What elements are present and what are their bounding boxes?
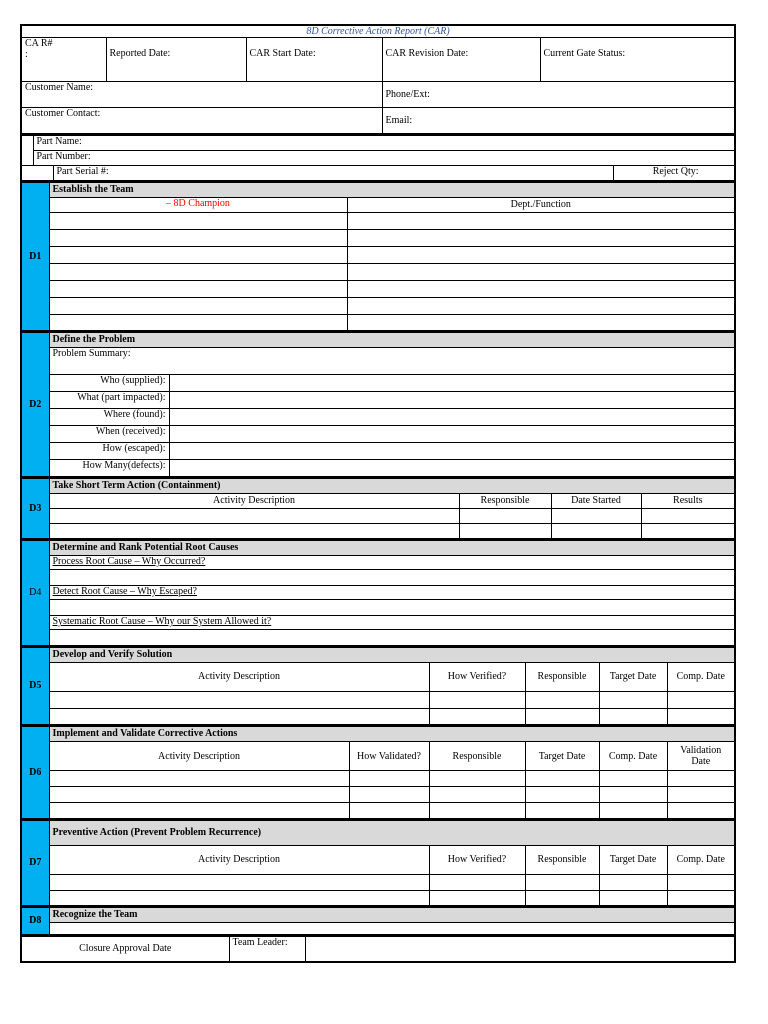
d6-cell[interactable] <box>429 803 525 819</box>
car-start-date-label: CAR Start Date: <box>249 48 316 59</box>
d7-col-comp-date: Comp. Date <box>667 845 735 874</box>
d5-cell[interactable] <box>49 691 429 708</box>
d5-cell[interactable] <box>599 708 667 725</box>
d5-cell[interactable] <box>429 691 525 708</box>
closure-approval-date-label: Closure Approval Date <box>21 936 229 962</box>
d4-section <box>20 540 736 647</box>
systematic-root-cause-field[interactable] <box>49 630 735 646</box>
d2-answer-field[interactable] <box>169 409 735 426</box>
d3-cell[interactable] <box>641 523 735 539</box>
detect-root-cause-field[interactable] <box>49 600 735 616</box>
d7-label: D7 <box>21 820 49 906</box>
d2-label: D2 <box>21 333 49 477</box>
d5-cell[interactable] <box>525 708 599 725</box>
d5-col-activity: Activity Description <box>49 662 429 691</box>
d3-cell[interactable] <box>49 523 459 539</box>
d1-dept-cell[interactable] <box>347 314 735 331</box>
car-number-field[interactable] <box>21 38 106 82</box>
d7-cell[interactable] <box>599 890 667 906</box>
d2-section <box>20 332 736 478</box>
part-number-label: Part Number: <box>36 150 91 162</box>
d5-col-how-verified: How Verified? <box>429 662 525 691</box>
d1-team-cell[interactable] <box>49 246 347 263</box>
header-table <box>20 24 736 135</box>
d6-cell[interactable] <box>525 803 599 819</box>
d6-cell[interactable] <box>667 787 735 803</box>
d6-cell[interactable] <box>429 787 525 803</box>
d1-dept-cell[interactable] <box>347 297 735 314</box>
part-name-field[interactable] <box>33 135 735 150</box>
d3-col-activity: Activity Description <box>49 493 459 508</box>
d6-cell[interactable] <box>349 803 429 819</box>
d5-cell[interactable] <box>525 691 599 708</box>
d7-col-target-date: Target Date <box>599 845 667 874</box>
d5-col-responsible: Responsible <box>525 662 599 691</box>
car-revision-date-label: CAR Revision Date: <box>385 48 469 59</box>
detect-root-cause-label: Detect Root Cause – Why Escaped? <box>52 586 197 597</box>
part-number-field[interactable] <box>33 150 735 165</box>
d2-question-label: What (part impacted): <box>49 392 169 409</box>
d2-question-label: How Many(defects): <box>49 460 169 477</box>
d7-col-activity: Activity Description <box>49 845 429 874</box>
current-gate-status-label: Current Gate Status: <box>543 48 626 59</box>
d6-cell[interactable] <box>49 803 349 819</box>
d1-team-cell[interactable] <box>49 314 347 331</box>
d7-cell[interactable] <box>599 874 667 890</box>
d5-section <box>20 647 736 727</box>
reported-date-field[interactable] <box>106 38 246 82</box>
part-name-label: Part Name: <box>36 135 82 147</box>
car-start-date-field[interactable] <box>246 38 382 82</box>
car-form <box>20 24 734 963</box>
part-table <box>20 135 736 182</box>
current-gate-status-field[interactable] <box>540 38 735 82</box>
d1-col-champion: – 8D Champion <box>49 197 347 212</box>
problem-summary-label: Problem Summary: <box>52 348 131 359</box>
customer-contact-label: Customer Contact: <box>25 108 101 119</box>
d2-question-label: Who (supplied): <box>49 375 169 392</box>
d1-title: Establish the Team <box>49 182 735 197</box>
d5-title: Develop and Verify Solution <box>49 647 735 662</box>
problem-summary-field[interactable] <box>49 348 735 375</box>
car-revision-date-field[interactable] <box>382 38 540 82</box>
reject-qty-label: Reject Qty: <box>652 165 699 177</box>
d2-answer-field[interactable] <box>169 426 735 443</box>
d7-cell[interactable] <box>429 890 525 906</box>
d3-label: D3 <box>21 478 49 539</box>
d6-cell[interactable] <box>599 787 667 803</box>
systematic-root-cause-label: Systematic Root Cause – Why our System Allowed it? <box>52 616 272 627</box>
reported-date-label: Reported Date: <box>109 48 171 59</box>
d7-cell[interactable] <box>667 874 735 890</box>
d1-team-cell[interactable] <box>49 280 347 297</box>
d1-team-cell[interactable] <box>49 229 347 246</box>
d1-team-cell[interactable] <box>49 297 347 314</box>
process-root-cause-label: Process Root Cause – Why Occurred? <box>52 556 206 567</box>
d6-title: Implement and Validate Corrective Actions <box>49 727 735 742</box>
d6-col-activity: Activity Description <box>49 742 349 771</box>
d2-title: Define the Problem <box>49 333 735 348</box>
d1-dept-cell[interactable] <box>347 212 735 229</box>
d6-col-comp-date: Comp. Date <box>599 742 667 771</box>
d5-cell[interactable] <box>599 691 667 708</box>
reject-qty-field[interactable] <box>613 165 735 181</box>
customer-contact-field[interactable] <box>21 108 382 134</box>
closure-table <box>20 936 736 964</box>
d7-cell[interactable] <box>49 890 429 906</box>
customer-name-label: Customer Name: <box>25 82 94 93</box>
d2-question-label: How (escaped): <box>49 443 169 460</box>
d3-col-responsible: Responsible <box>459 493 551 508</box>
team-leader-field[interactable] <box>305 936 735 962</box>
d7-cell[interactable] <box>525 874 599 890</box>
d4-label: D4 <box>21 541 49 646</box>
d3-cell[interactable] <box>551 523 641 539</box>
d6-cell[interactable] <box>49 771 349 787</box>
d1-dept-cell[interactable] <box>347 229 735 246</box>
d6-label: D6 <box>21 727 49 819</box>
d8-label: D8 <box>21 908 49 935</box>
d8-team-field[interactable] <box>49 923 735 935</box>
customer-name-field[interactable] <box>21 82 382 108</box>
d5-cell[interactable] <box>667 691 735 708</box>
d1-team-cell[interactable] <box>49 212 347 229</box>
d2-answer-field[interactable] <box>169 460 735 477</box>
d1-label: D1 <box>21 182 49 331</box>
part-serial-field[interactable] <box>53 165 613 181</box>
d1-dept-cell[interactable] <box>347 263 735 280</box>
report-title: 8D Corrective Action Report (CAR) <box>21 25 735 38</box>
team-leader-label: Team Leader: <box>229 936 305 962</box>
d3-cell[interactable] <box>49 508 459 523</box>
d6-cell[interactable] <box>667 771 735 787</box>
d1-dept-cell[interactable] <box>347 246 735 263</box>
d8-title: Recognize the Team <box>49 908 735 923</box>
d7-cell[interactable] <box>49 874 429 890</box>
d6-cell[interactable] <box>525 787 599 803</box>
d3-col-date-started: Date Started <box>551 493 641 508</box>
d1-dept-cell[interactable] <box>347 280 735 297</box>
d6-cell[interactable] <box>599 803 667 819</box>
d6-col-target-date: Target Date <box>525 742 599 771</box>
phone-ext-label: Phone/Ext: <box>385 89 430 100</box>
d3-cell[interactable] <box>551 508 641 523</box>
d7-cell[interactable] <box>525 890 599 906</box>
d1-col-dept: Dept./Function <box>347 197 735 212</box>
d6-section <box>20 726 736 820</box>
d7-col-how-verified: How Verified? <box>429 845 525 874</box>
d3-col-results: Results <box>641 493 735 508</box>
d6-cell[interactable] <box>599 771 667 787</box>
d7-col-responsible: Responsible <box>525 845 599 874</box>
d6-cell[interactable] <box>49 787 349 803</box>
d6-cell[interactable] <box>525 771 599 787</box>
car-number-label: CA R# <box>25 38 53 49</box>
d6-col-validation-date: Validation Date <box>667 742 735 771</box>
d8-section <box>20 907 736 936</box>
d1-team-cell[interactable] <box>49 263 347 280</box>
d7-title: Preventive Action (Prevent Problem Recurrence) <box>49 820 735 845</box>
d2-answer-field[interactable] <box>169 392 735 409</box>
d2-question-label: Where (found): <box>49 409 169 426</box>
d5-label: D5 <box>21 647 49 725</box>
d3-cell[interactable] <box>641 508 735 523</box>
car-number-colon: : <box>25 49 28 60</box>
d2-answer-field[interactable] <box>169 375 735 392</box>
process-root-cause-field[interactable] <box>49 570 735 586</box>
email-field[interactable] <box>382 108 735 134</box>
d3-cell[interactable] <box>459 523 551 539</box>
email-label: Email: <box>385 114 413 126</box>
d5-col-target-date: Target Date <box>599 662 667 691</box>
d1-section <box>20 182 736 333</box>
d6-cell[interactable] <box>349 771 429 787</box>
d6-cell[interactable] <box>349 787 429 803</box>
d3-cell[interactable] <box>459 508 551 523</box>
d5-col-comp-date: Comp. Date <box>667 662 735 691</box>
d7-cell[interactable] <box>667 890 735 906</box>
d6-cell[interactable] <box>429 771 525 787</box>
d6-col-responsible: Responsible <box>429 742 525 771</box>
d2-answer-field[interactable] <box>169 443 735 460</box>
d7-section <box>20 820 736 908</box>
d4-title: Determine and Rank Potential Root Causes <box>49 541 735 556</box>
d7-cell[interactable] <box>429 874 525 890</box>
part-serial-label: Part Serial #: <box>56 165 109 177</box>
d5-cell[interactable] <box>667 708 735 725</box>
d2-question-label: When (received): <box>49 426 169 443</box>
d5-cell[interactable] <box>49 708 429 725</box>
d6-cell[interactable] <box>667 803 735 819</box>
d5-cell[interactable] <box>429 708 525 725</box>
d3-section <box>20 478 736 541</box>
d6-col-how-validated: How Validated? <box>349 742 429 771</box>
d3-title: Take Short Term Action (Containment) <box>49 478 735 493</box>
phone-ext-field[interactable] <box>382 82 735 108</box>
